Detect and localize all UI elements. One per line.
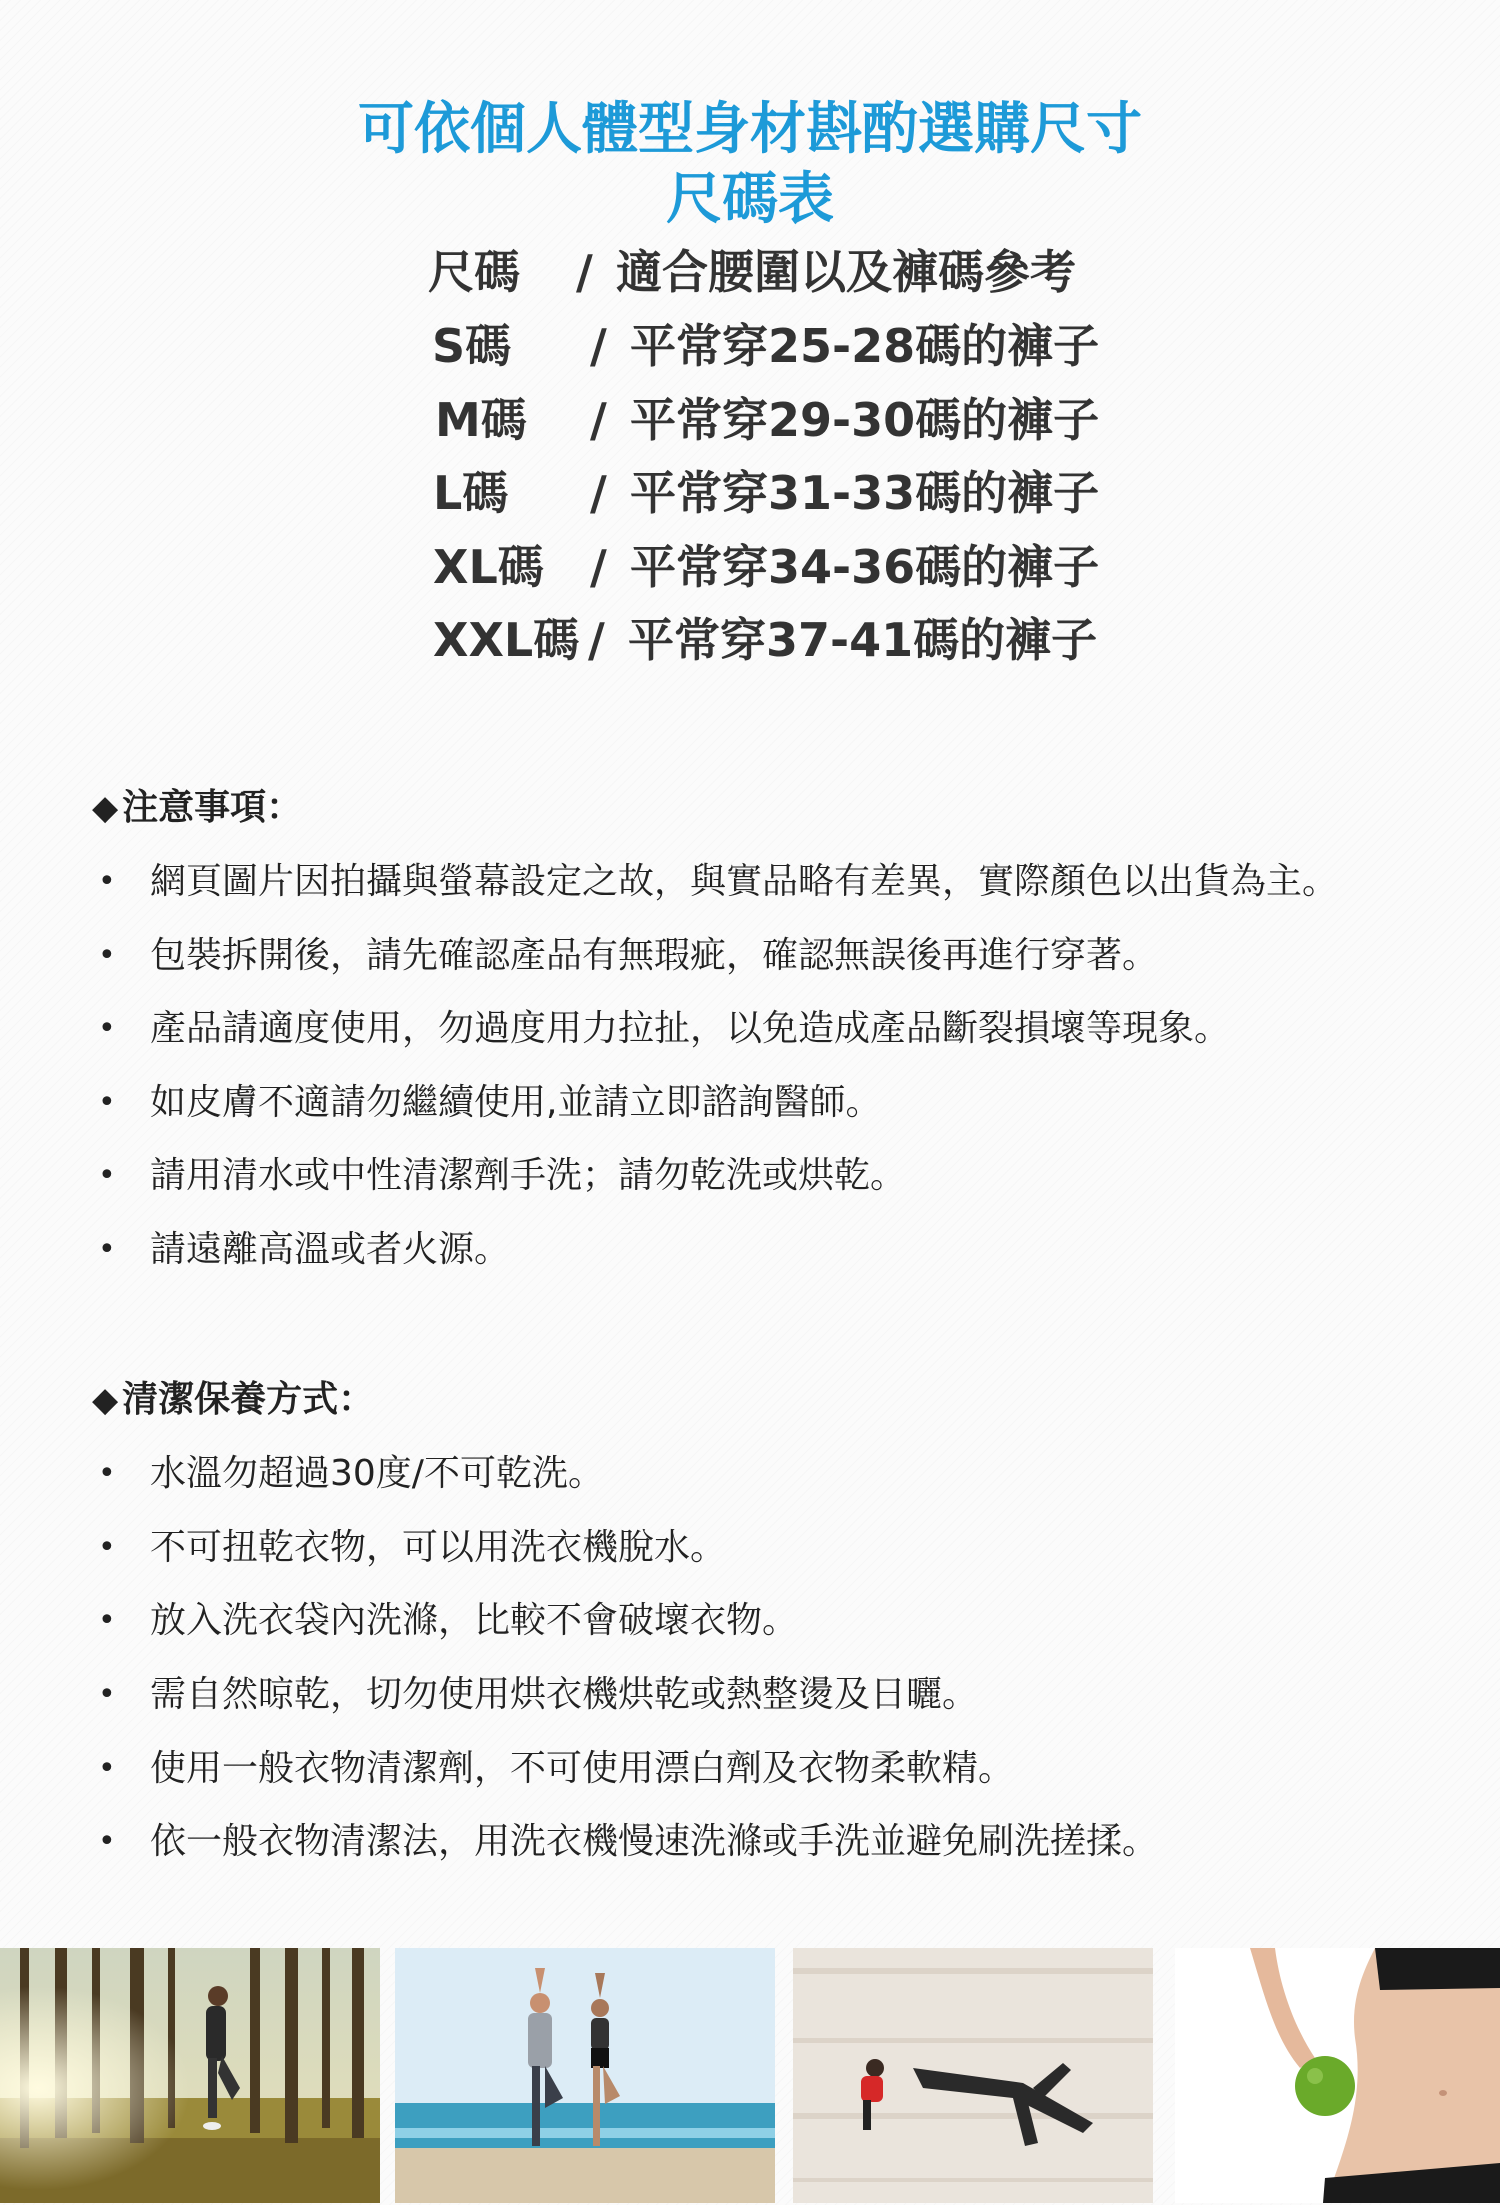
bullet-icon: • xyxy=(98,1158,116,1193)
notes-heading xyxy=(92,784,302,832)
list-item-text: 水溫勿超過30度/不可乾洗。 xyxy=(150,1453,604,1494)
bullet-icon: • xyxy=(98,1603,116,1638)
list-item-text: 不可扭乾衣物，可以用洗衣機脫水。 xyxy=(150,1527,727,1568)
bullet-icon: • xyxy=(98,1011,116,1046)
list-item-text: 如皮膚不適請勿繼續使用,並請立即諮詢醫師。 xyxy=(150,1082,882,1123)
size-desc: 平常穿25-28碼的褲子 xyxy=(630,319,1100,373)
list-item-text: 網頁圖片因拍攝與螢幕設定之故，與實品略有差異，實際顏色以出貨為主。 xyxy=(150,861,1339,902)
size-header-separator: / xyxy=(576,245,593,299)
size-label: XXL碼 xyxy=(433,613,580,667)
list-item-text: 需自然晾乾，切勿使用烘衣機烘乾或熱整燙及日曬。 xyxy=(150,1674,979,1715)
size-label: M碼 xyxy=(435,393,527,447)
list-item-text: 產品請適度使用，勿過度用力拉扯，以免造成產品斷裂損壞等現象。 xyxy=(150,1008,1231,1049)
care-heading-text: 清潔保養方式： xyxy=(122,1379,375,1420)
bullet-icon: • xyxy=(98,1456,116,1491)
size-label: XL碼 xyxy=(433,540,544,594)
bullet-icon: • xyxy=(98,864,116,899)
beach-yoga-photo xyxy=(395,1948,775,2203)
waist-apple-photo xyxy=(1175,1948,1500,2203)
list-item-text: 使用一般衣物清潔劑，不可使用漂白劑及衣物柔軟精。 xyxy=(150,1748,1015,1789)
forest-stretch-photo xyxy=(0,1948,380,2203)
size-separator: / xyxy=(590,393,607,447)
size-separator: / xyxy=(590,466,607,520)
bullet-icon: • xyxy=(98,1824,116,1859)
bullet-icon: • xyxy=(98,1677,116,1712)
size-desc: 平常穿34-36碼的褲子 xyxy=(630,540,1100,594)
list-item-text: 依一般衣物清潔法，用洗衣機慢速洗滌或手洗並避免刷洗搓揉。 xyxy=(150,1821,1159,1862)
bullet-icon: • xyxy=(98,1232,116,1267)
care-heading xyxy=(92,1376,374,1424)
page-title: 可依個人體型身材斟酌選購尺寸 xyxy=(358,97,1142,162)
size-header-desc: 適合腰圍以及褲碼參考 xyxy=(616,245,1076,299)
size-chart-title: 尺碼表 xyxy=(666,167,834,232)
size-label: L碼 xyxy=(433,466,509,520)
diamond-icon: ◆ xyxy=(92,788,119,828)
size-desc: 平常穿31-33碼的褲子 xyxy=(630,466,1100,520)
list-item-text: 請用清水或中性清潔劑手洗；請勿乾洗或烘乾。 xyxy=(150,1155,907,1196)
bullet-icon: • xyxy=(98,1085,116,1120)
list-item-text: 放入洗衣袋內洗滌，比較不會破壞衣物。 xyxy=(150,1600,799,1641)
size-header-label: 尺碼 xyxy=(428,245,520,299)
size-separator: / xyxy=(590,319,607,373)
bullet-icon: • xyxy=(98,1751,116,1786)
size-desc: 平常穿29-30碼的褲子 xyxy=(630,393,1100,447)
list-item-text: 請遠離高溫或者火源。 xyxy=(150,1229,511,1270)
size-separator: / xyxy=(590,540,607,594)
diamond-icon: ◆ xyxy=(92,1380,119,1420)
bullet-icon: • xyxy=(98,938,116,973)
notes-heading-text: 注意事項： xyxy=(122,787,303,828)
size-separator: / xyxy=(588,613,605,667)
size-label: S碼 xyxy=(432,319,512,373)
list-item-text: 包裝拆開後，請先確認產品有無瑕疵，確認無誤後再進行穿著。 xyxy=(150,935,1159,976)
size-desc: 平常穿37-41碼的褲子 xyxy=(628,613,1098,667)
bullet-icon: • xyxy=(98,1530,116,1565)
floor-runner-photo xyxy=(793,1948,1153,2203)
